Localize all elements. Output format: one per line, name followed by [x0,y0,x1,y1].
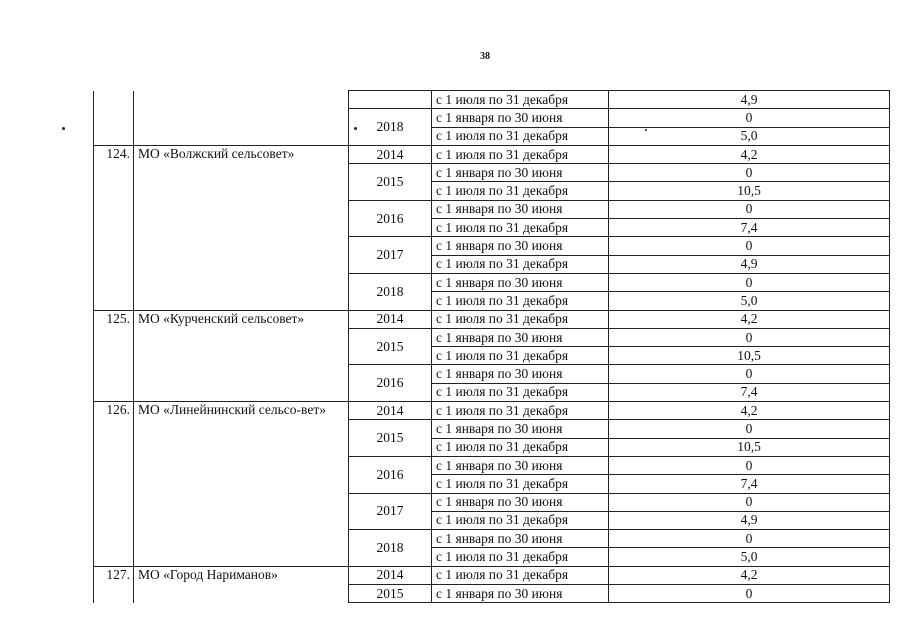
period-cell: с 1 января по 30 июня [432,109,609,127]
year-cell: 2018 [349,530,432,567]
period-cell: с 1 июля по 31 декабря [432,127,609,145]
period-cell: с 1 января по 30 июня [432,530,609,548]
year-cell: 2014 [349,402,432,420]
year-cell: 2016 [349,456,432,493]
value-cell: 0 [609,530,890,548]
period-cell: с 1 июля по 31 декабря [432,548,609,566]
table-row [94,145,890,163]
period-cell: с 1 июля по 31 декабря [432,292,609,310]
value-cell: 0 [609,585,890,603]
period-cell: с 1 июля по 31 декабря [432,91,609,109]
value-cell: 4,2 [609,402,890,420]
tariff-table [93,90,890,603]
period-cell: с 1 января по 30 июня [432,328,609,346]
period-cell: с 1 июля по 31 декабря [432,383,609,401]
value-cell: 4,9 [609,91,890,109]
year-cell: 2015 [349,328,432,365]
period-cell: с 1 июля по 31 декабря [432,475,609,493]
value-cell: 7,4 [609,219,890,237]
value-cell: 5,0 [609,127,890,145]
tariff-table-body [94,91,890,603]
period-cell: с 1 июля по 31 декабря [432,566,609,584]
entry-number: 124. [94,145,134,310]
value-cell: 0 [609,420,890,438]
value-cell: 10,5 [609,438,890,456]
year-cell: 2015 [349,164,432,201]
table-row [94,310,890,328]
year-cell: 2015 [349,585,432,603]
year-cell: 2014 [349,310,432,328]
entry-name: МО «Курченский сельсовет» [134,310,349,401]
year-cell: 2016 [349,365,432,402]
value-cell: 0 [609,237,890,255]
period-cell: с 1 января по 30 июня [432,456,609,474]
value-cell: 10,5 [609,182,890,200]
period-cell: с 1 июля по 31 декабря [432,255,609,273]
period-cell: с 1 января по 30 июня [432,237,609,255]
value-cell: 0 [609,456,890,474]
period-cell: с 1 июля по 31 декабря [432,438,609,456]
value-cell: 4,2 [609,566,890,584]
year-cell: 2017 [349,493,432,530]
period-cell: с 1 января по 30 июня [432,365,609,383]
value-cell: 4,2 [609,145,890,163]
value-cell: 0 [609,273,890,291]
year-cell: 2017 [349,237,432,274]
value-cell: 0 [609,365,890,383]
year-cell: 2016 [349,200,432,237]
entry-number: 127. [94,566,134,603]
period-cell: с 1 января по 30 июня [432,420,609,438]
value-cell: 0 [609,164,890,182]
period-cell: с 1 января по 30 июня [432,493,609,511]
year-cell: 2015 [349,420,432,457]
period-cell: с 1 июля по 31 декабря [432,219,609,237]
entry-number [94,91,134,146]
value-cell: 0 [609,493,890,511]
year-cell: 2014 [349,145,432,163]
period-cell: с 1 июля по 31 декабря [432,310,609,328]
entry-name [134,91,349,146]
table-row [94,566,890,584]
value-cell: 0 [609,109,890,127]
period-cell: с 1 июля по 31 декабря [432,511,609,529]
value-cell: 10,5 [609,347,890,365]
value-cell: 0 [609,200,890,218]
period-cell: с 1 января по 30 июня [432,273,609,291]
year-cell [349,91,432,109]
entry-name: МО «Волжский сельсовет» [134,145,349,310]
table-row [94,402,890,420]
value-cell: 5,0 [609,548,890,566]
table-row [94,91,890,109]
period-cell: с 1 июля по 31 декабря [432,347,609,365]
entry-name: МО «Город Нариманов» [134,566,349,603]
period-cell: с 1 января по 30 июня [432,200,609,218]
period-cell: с 1 июля по 31 декабря [432,402,609,420]
year-cell: 2018 [349,273,432,310]
value-cell: 7,4 [609,475,890,493]
period-cell: с 1 июля по 31 декабря [432,182,609,200]
value-cell: 4,2 [609,310,890,328]
year-cell: 2018 [349,109,432,146]
entry-number: 125. [94,310,134,401]
page-number: 38 [480,51,490,62]
value-cell: 4,9 [609,255,890,273]
entry-name: МО «Линейнинский сельсо-вет» [134,402,349,567]
value-cell: 7,4 [609,383,890,401]
period-cell: с 1 января по 30 июня [432,585,609,603]
entry-number: 126. [94,402,134,567]
period-cell: с 1 июля по 31 декабря [432,145,609,163]
year-cell: 2014 [349,566,432,584]
value-cell: 5,0 [609,292,890,310]
value-cell: 0 [609,328,890,346]
period-cell: с 1 января по 30 июня [432,164,609,182]
value-cell: 4,9 [609,511,890,529]
scan-speck [62,127,65,130]
